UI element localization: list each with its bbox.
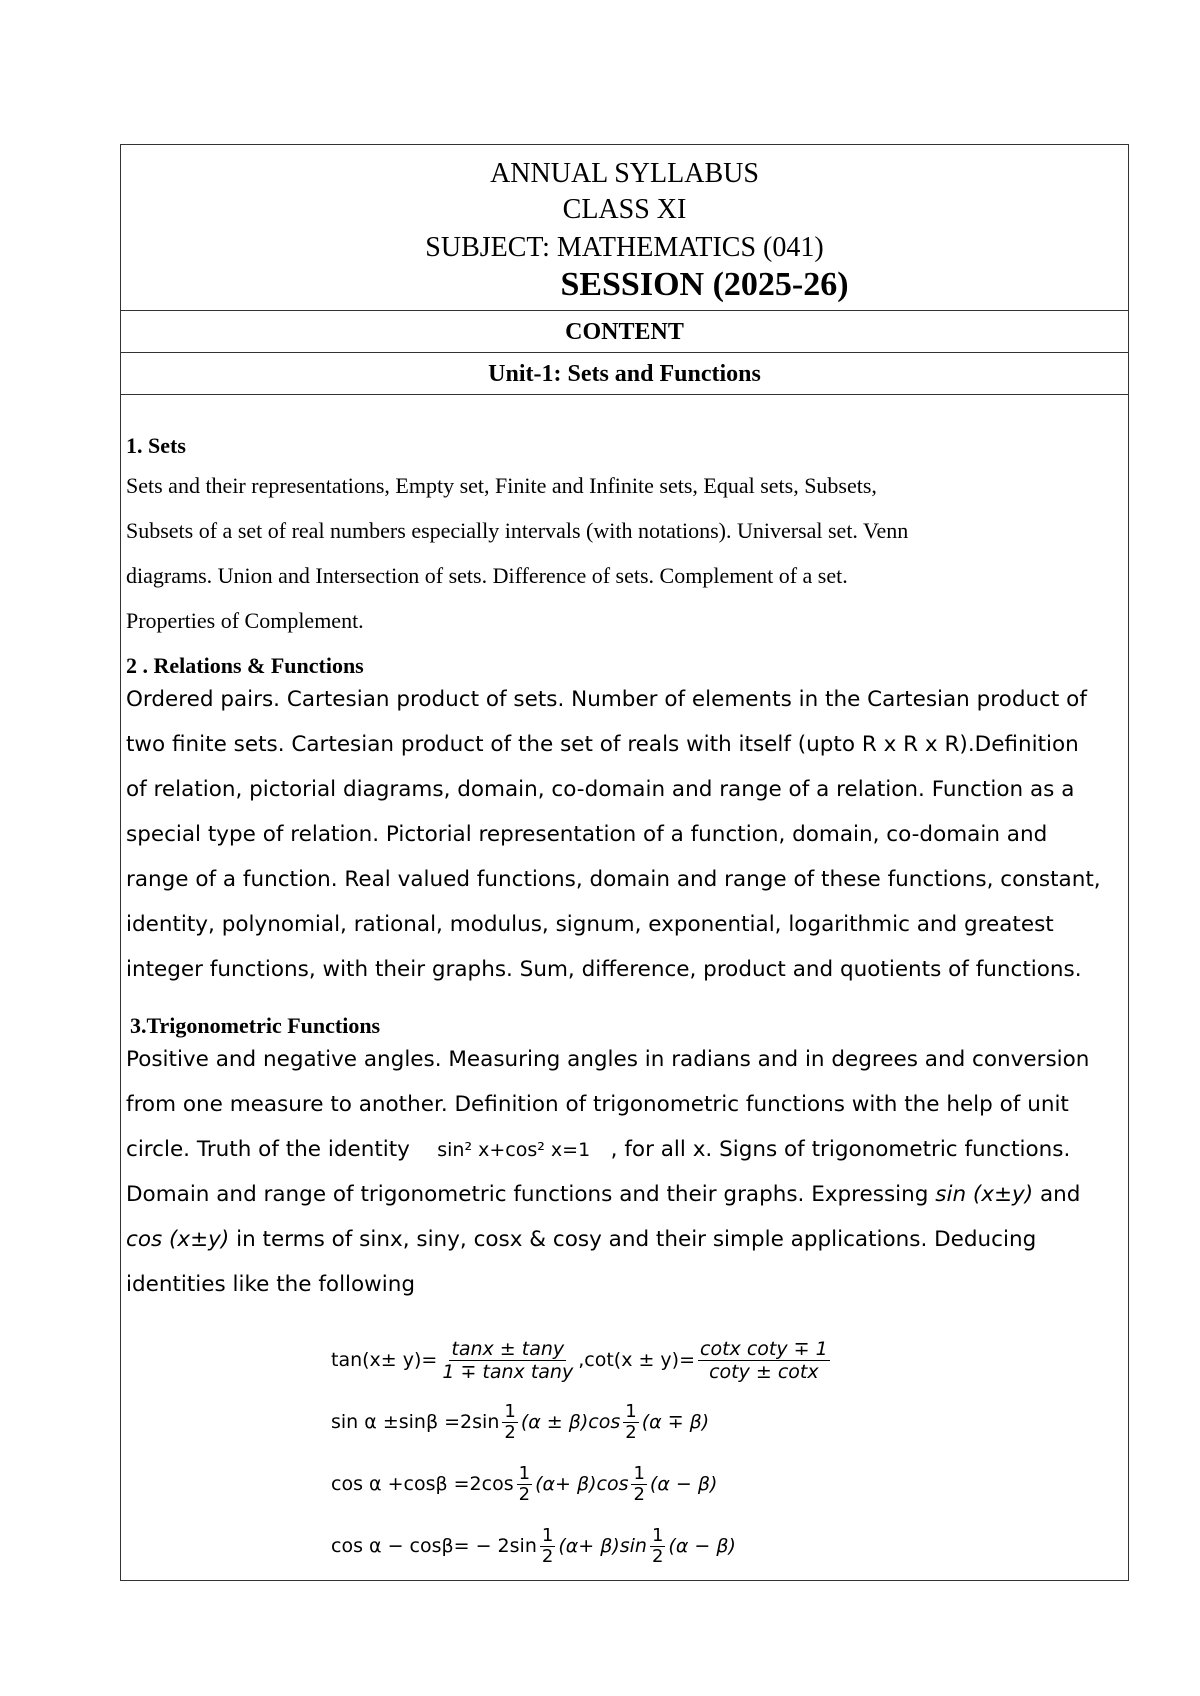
formula-sin-sum	[331, 1391, 851, 1453]
text-line: special type of relation. Pictorial representation of a function, domain, co-domain and	[126, 822, 1048, 847]
text-line: of relation, pictorial diagrams, domain, co-domain and range of a relation. Function as a	[126, 777, 1075, 802]
formula-text: cos α − cosβ= − 2sin	[331, 1535, 537, 1557]
formula-text: cos α +cosβ =2cos	[331, 1473, 514, 1495]
text-segment-italic: sin (x±y)	[935, 1182, 1034, 1207]
text-line: Positive and negative angles. Measuring angles in radians and in degrees and conversion	[126, 1047, 1090, 1072]
text-line: Sets and their representations, Empty set, Finite and Infinite sets, Equal sets, Subsets,	[126, 473, 877, 498]
text-line: two finite sets. Cartesian product of the set of reals with itself (upto R x R x R).Definition	[126, 732, 1079, 757]
section-trig-text	[126, 1037, 1120, 1307]
text-segment: , for all x. Signs of trigonometric functions.	[610, 1137, 1071, 1162]
fraction-denominator: 2	[504, 1421, 516, 1443]
section-sets-heading: 1. Sets	[126, 433, 186, 458]
formula-text: (α − β)	[668, 1535, 736, 1557]
formula-text: sin α ±sinβ =2sin	[331, 1411, 500, 1433]
title-annual-syllabus: ANNUAL SYLLABUS	[490, 158, 759, 189]
fraction-half	[623, 1402, 638, 1443]
title-class: CLASS XI	[562, 194, 687, 225]
fraction-denominator: 2	[541, 1545, 554, 1567]
text-line: Properties of Complement.	[126, 608, 364, 633]
formula-text: (α ± β)cos	[520, 1411, 621, 1433]
formula-cos-diff	[331, 1515, 851, 1577]
formula-block	[331, 1329, 851, 1577]
formula-cos-sum	[331, 1453, 851, 1515]
fraction-denominator: 1 ∓ tanx tany	[442, 1360, 574, 1383]
fraction-numerator: 1	[625, 1400, 637, 1422]
title-session: SESSION (2025-26)	[560, 266, 849, 303]
fraction-half	[540, 1526, 555, 1567]
fraction	[698, 1338, 830, 1383]
text-line: Ordered pairs. Cartesian product of sets. Number of elements in the Cartesian product of	[126, 687, 1087, 712]
formula-text: tan(x± y)=	[331, 1349, 438, 1371]
title-subject: SUBJECT: MATHEMATICS (041)	[425, 232, 824, 263]
text-line: diagrams. Union and Intersection of sets. Difference of sets. Complement of a set.	[126, 563, 848, 588]
text-segment: and	[1040, 1182, 1081, 1207]
formula-text: (α ∓ β)	[641, 1411, 710, 1433]
text-segment: in terms of sinx, siny, cosx & cosy and their simple applications. Deducing	[236, 1227, 1037, 1252]
text-segment-italic: cos (x±y)	[126, 1227, 230, 1252]
fraction	[440, 1338, 575, 1383]
fraction-numerator: 1	[541, 1524, 554, 1546]
section-relations-text	[126, 677, 1120, 992]
section-sets-text	[126, 463, 1120, 643]
unit-heading: Unit-1: Sets and Functions	[121, 353, 1128, 395]
text-line	[126, 1217, 1120, 1262]
fraction-denominator: 2	[625, 1421, 637, 1443]
text-segment: Domain and range of trigonometric functions and their graphs. Expressing	[126, 1182, 929, 1207]
fraction-numerator: 1	[518, 1462, 531, 1484]
fraction-half	[502, 1402, 517, 1443]
fraction-numerator: 1	[633, 1462, 645, 1484]
fraction-half	[650, 1526, 665, 1567]
text-line	[126, 1127, 1120, 1172]
text-segment: circle. Truth of the identity	[126, 1137, 410, 1162]
identity-formula: sin² x+cos² x=1	[437, 1139, 591, 1161]
section-relations-heading: 2 . Relations & Functions	[126, 653, 364, 678]
formula-text: (α − β)	[649, 1473, 718, 1495]
fraction-denominator: 2	[518, 1483, 531, 1505]
title-block	[121, 145, 1128, 311]
text-line: from one measure to another. Definition of trigonometric functions with the help of unit	[126, 1092, 1069, 1117]
fraction-denominator: coty ± cotx	[709, 1360, 819, 1383]
formula-text: (α+ β)sin	[558, 1535, 647, 1557]
text-line: range of a function. Real valued functions, domain and range of these functions, constant,	[126, 867, 1101, 892]
text-line: integer functions, with their graphs. Sum, difference, product and quotients of functions.	[126, 957, 1082, 982]
formula-text: (α+ β)cos	[535, 1473, 629, 1495]
fraction-half	[631, 1464, 646, 1505]
fraction-numerator: 1	[651, 1524, 664, 1546]
fraction-numerator: tanx ± tany	[451, 1337, 565, 1360]
fraction-numerator: cotx coty ∓ 1	[700, 1337, 828, 1360]
fraction-denominator: 2	[633, 1483, 645, 1505]
content-heading: CONTENT	[121, 311, 1128, 353]
formula-tan-cot	[331, 1329, 851, 1391]
text-line: identity, polynomial, rational, modulus, signum, exponential, logarithmic and greatest	[126, 912, 1054, 937]
formula-text: ,cot(x ± y)=	[578, 1349, 696, 1371]
text-line: Subsets of a set of real numbers especially intervals (with notations). Universal set. Venn	[126, 518, 909, 543]
section-trig-heading: 3.Trigonometric Functions	[130, 1013, 381, 1038]
fraction-numerator: 1	[504, 1400, 516, 1422]
syllabus-frame	[120, 144, 1129, 1581]
fraction-half	[517, 1464, 532, 1505]
text-line: identities like the following	[126, 1272, 416, 1297]
text-line	[126, 1172, 1120, 1217]
fraction-denominator: 2	[651, 1545, 664, 1567]
